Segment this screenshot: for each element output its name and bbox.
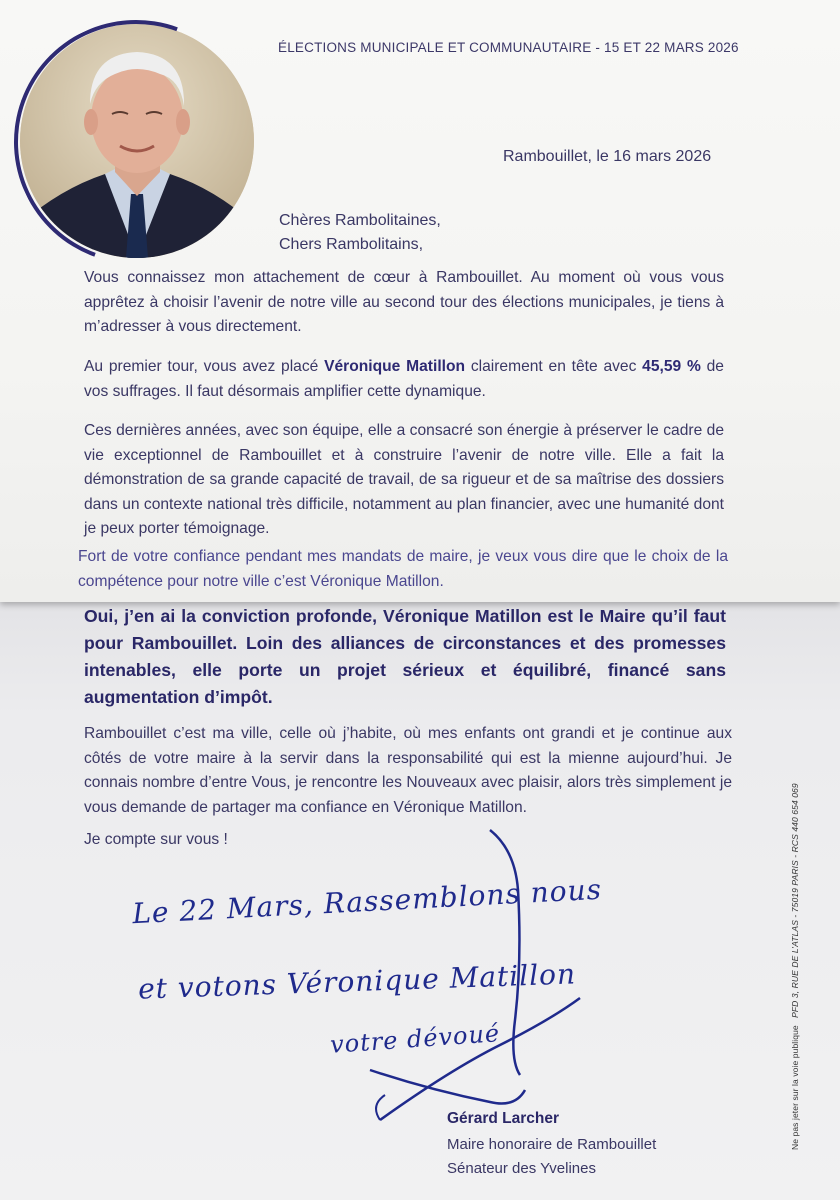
handwritten-line-2: et votons Véronique Matillon: [137, 957, 577, 1006]
paragraph-1: Vous connaissez mon attachement de cœur à Rambouillet. Au moment où vous vous apprêtez à choisir l’avenir de notre ville au second tour des élections municipales, je tiens à m’adresser à vous directement.: [84, 269, 724, 336]
first-round-percentage: 45,59 %: [642, 358, 701, 375]
photo-accent-arc: [0, 0, 298, 304]
paragraph-3: Ces dernières années, avec son équipe, elle a consacré son énergie à préserver le cadre de vie exceptionnel de Rambouillet et à construire l’avenir de notre ville. Elle a fait la démonstration de sa grande capacité de travail, de sa rigueur et de sa maîtrise des dossiers dans un contexte national très difficile, notamment au plan financier, avec une humanité dont je peux porter témoignage.: [84, 422, 724, 538]
handwritten-line-3: votre dévoué: [329, 1019, 501, 1059]
printer-imprint: PFD 3, RUE DE L’ATLAS - 75019 PARIS - RCS 440 654 069: [790, 783, 800, 1018]
signatory-title-2: Sénateur des Yvelines: [447, 1160, 596, 1177]
salutation-line-1: Chères Rambolitaines,: [279, 212, 441, 229]
salutation: [279, 209, 441, 257]
salutation-line-2: Chers Rambolitains,: [279, 236, 424, 253]
paragraph-4: Fort de votre confiance pendant mes mandats de maire, je veux vous dire que le choix de la compétence pour notre ville c’est Véronique Matillon.: [78, 548, 728, 590]
dateline: Rambouillet, le 16 mars 2026: [503, 148, 712, 165]
candidate-name: Véronique Matillon: [324, 358, 466, 375]
paragraph-2-part-c: de vos suffrages. Il faut désormais amplifier cette dynamique.: [84, 358, 724, 400]
legal-notice: [790, 783, 800, 1150]
handwritten-line-1: Le 22 Mars, Rassemblons nous: [131, 872, 603, 931]
signatory-name: Gérard Larcher: [447, 1110, 559, 1127]
signatory-title-1: Maire honoraire de Rambouillet: [447, 1136, 657, 1153]
signature-scribble: [340, 820, 600, 1140]
paragraph-2: [84, 355, 724, 404]
conviction-paragraph: Oui, j’en ai la conviction profonde, Véronique Matillon est le Maire qu’il faut pour Rambouillet. Loin des alliances de circonstances et des promesses intenables, elle porte un projet sérieux et équilibré, financé sans augmentation d’impôt.: [84, 606, 726, 707]
paragraph-2-part-b: clairement en tête avec: [465, 358, 643, 375]
paragraph-2-part-a: Au premier tour, vous avez placé: [84, 358, 325, 375]
election-header: ÉLECTIONS MUNICIPALE ET COMMUNAUTAIRE - 15 ET 22 MARS 2026: [278, 40, 739, 55]
closing-line: Je compte sur vous !: [84, 831, 228, 848]
paragraph-6: Rambouillet c’est ma ville, celle où j’habite, où mes enfants ont grandi et je continue aux côtés de votre maire à la servir dans la responsabilité qui est la mienne aujourd’hui. Je connais nombre d’entre Vous, je rencontre les Nouveaux avec plaisir, alors très simplement je vous demande de partager ma confiance en Véronique Matillon.: [84, 725, 732, 816]
litter-notice: Ne pas jeter sur la voie publique: [790, 1025, 800, 1150]
